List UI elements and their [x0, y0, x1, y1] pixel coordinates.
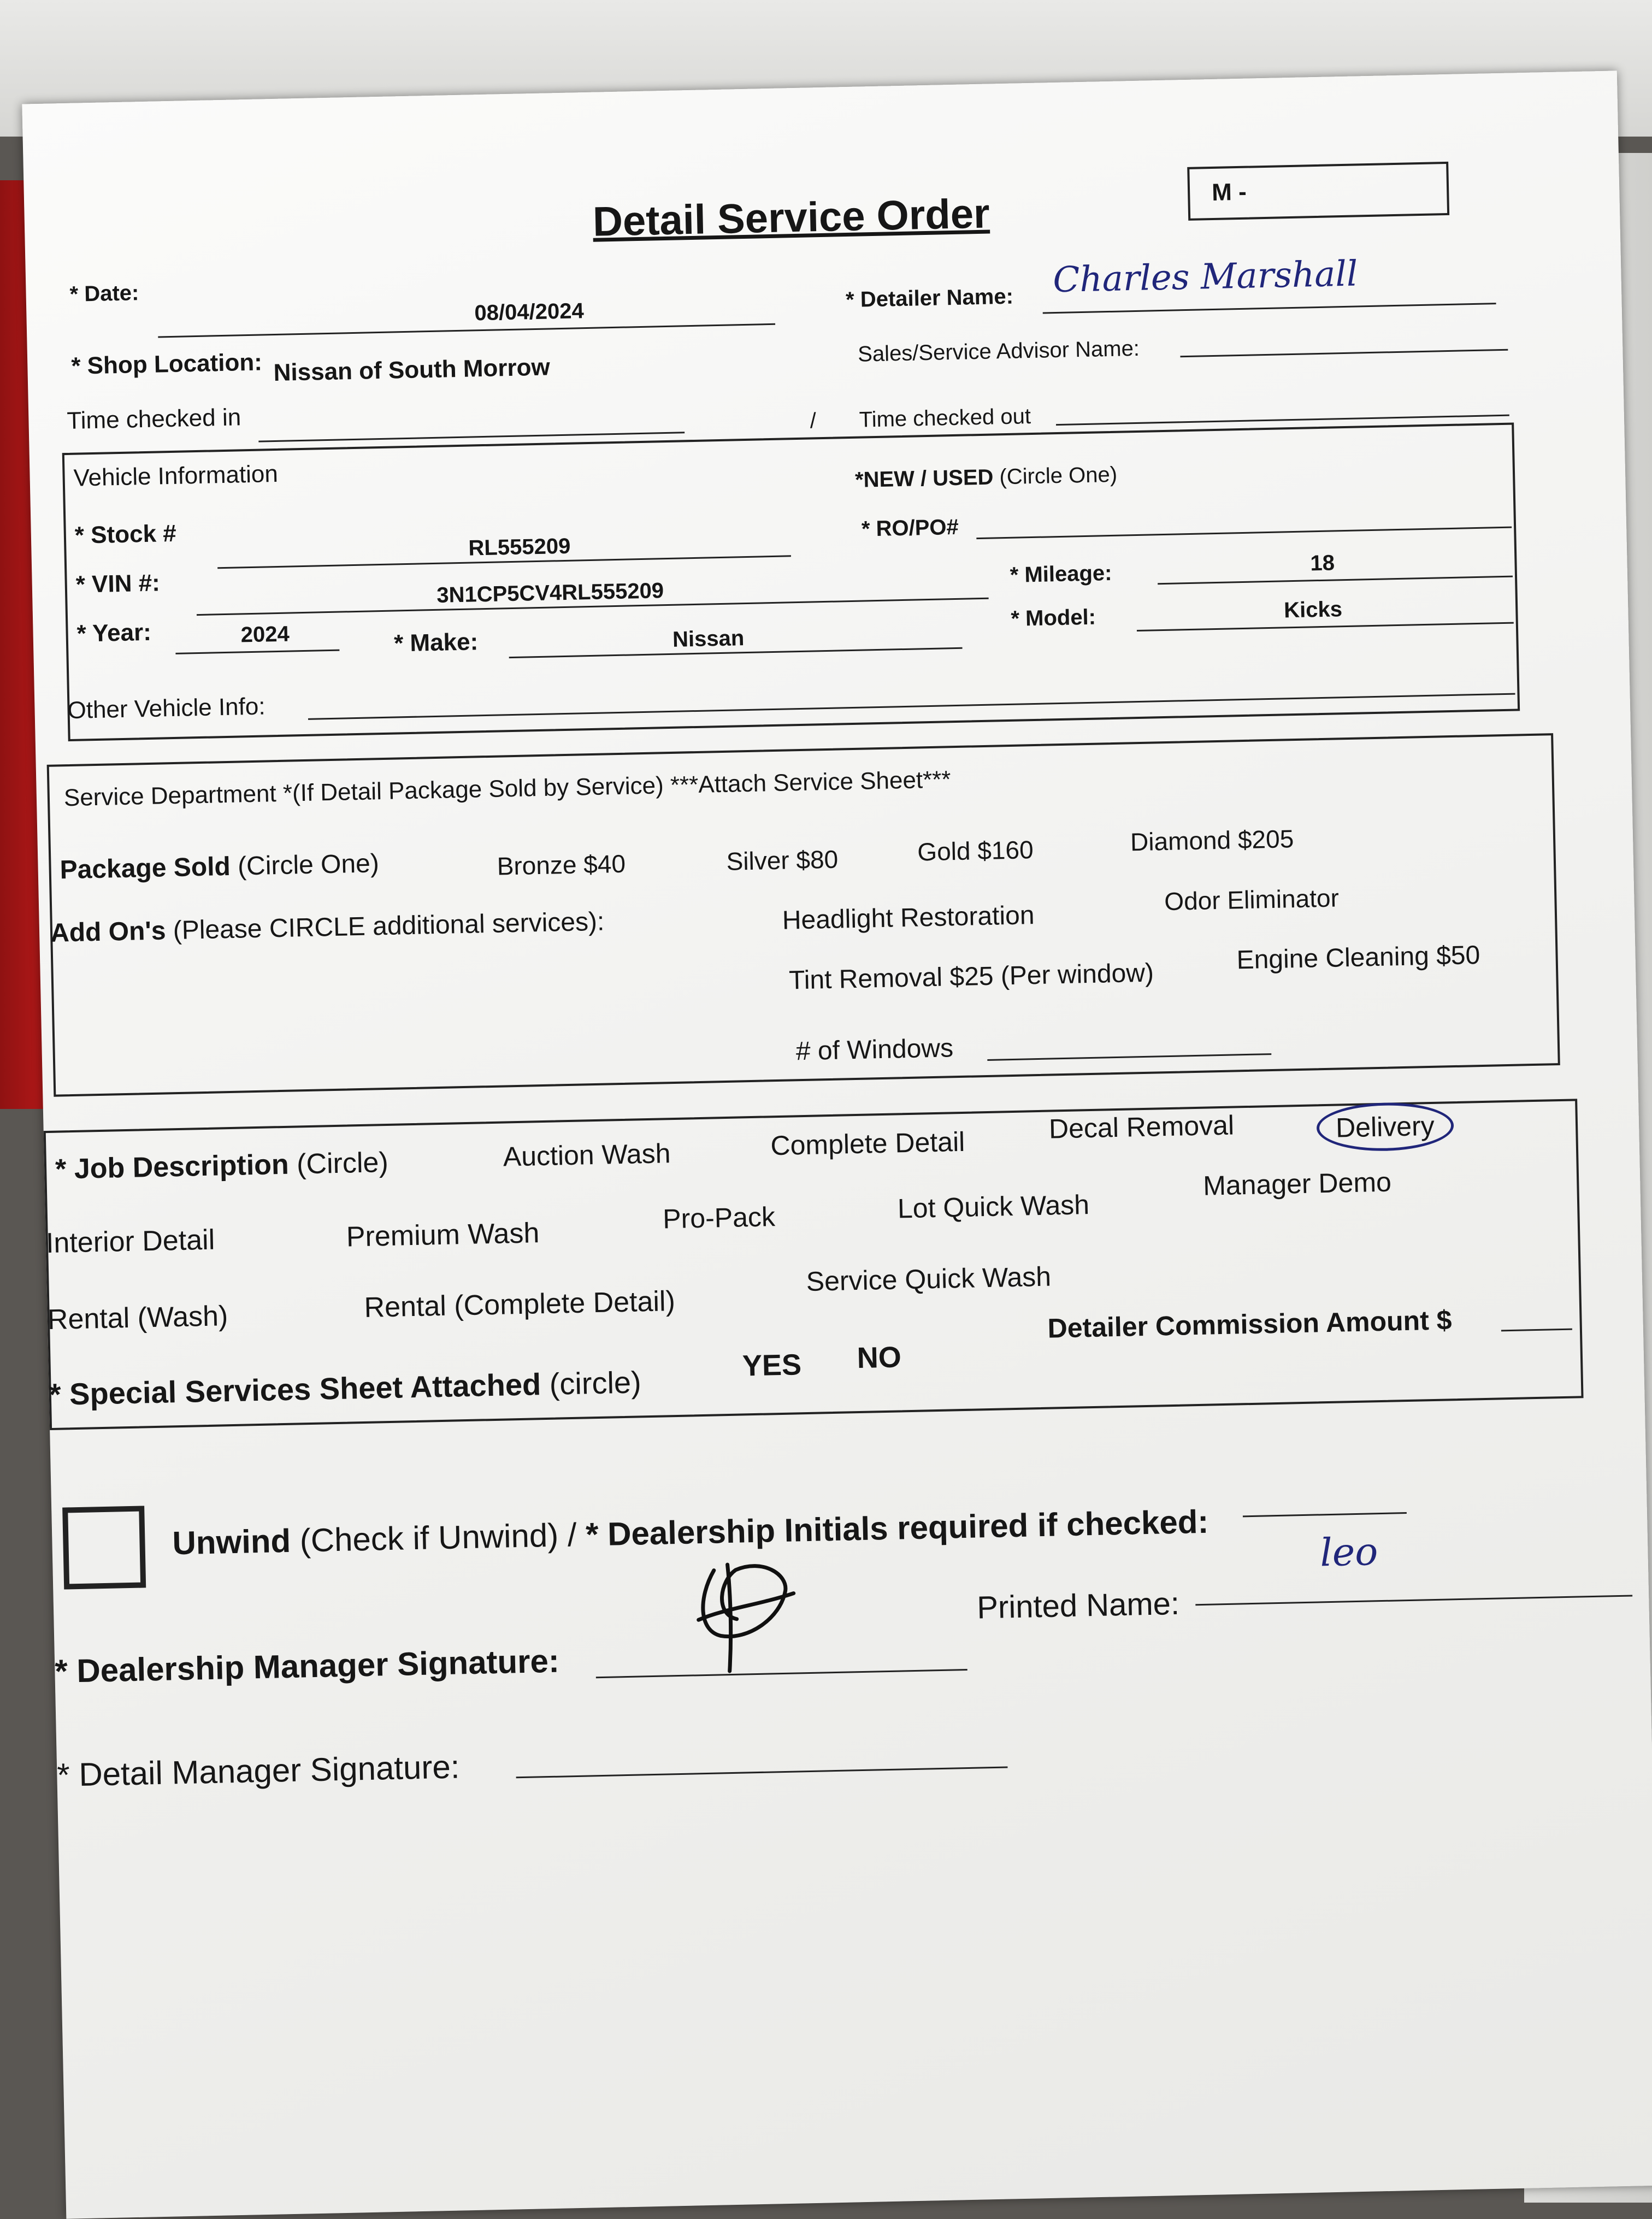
- detailer-name-label: * Detailer Name:: [845, 284, 1014, 312]
- package-gold[interactable]: Gold $160: [917, 835, 1034, 866]
- job-interior-detail[interactable]: Interior Detail: [45, 1224, 215, 1260]
- service-advisor-line: [1180, 349, 1508, 358]
- time-separator: /: [810, 409, 817, 433]
- make-label: * Make:: [393, 628, 479, 657]
- service-advisor-label: Sales/Service Advisor Name:: [857, 336, 1140, 367]
- job-manager-demo[interactable]: Manager Demo: [1202, 1166, 1392, 1201]
- package-bronze[interactable]: Bronze $40: [497, 849, 626, 881]
- package-sold-label: Package Sold (Circle One): [60, 849, 380, 885]
- addon-tint-removal[interactable]: Tint Removal $25 (Per window): [788, 958, 1154, 995]
- addon-headlight-restoration[interactable]: Headlight Restoration: [782, 901, 1035, 935]
- job-rental-wash[interactable]: Rental (Wash): [47, 1300, 228, 1336]
- commission-label: Detailer Commission Amount $: [1047, 1305, 1453, 1344]
- detail-signature-line: [516, 1766, 1008, 1778]
- job-auction-wash[interactable]: Auction Wash: [503, 1138, 671, 1172]
- ro-po-label: * RO/PO#: [861, 515, 959, 541]
- package-diamond[interactable]: Diamond $205: [1130, 824, 1294, 857]
- model-value[interactable]: Kicks: [1283, 597, 1343, 623]
- new-used-label: [855, 464, 1118, 491]
- detail-manager-signature-label: * Detail Manager Signature:: [56, 1748, 461, 1793]
- time-out-label: Time checked out: [859, 404, 1031, 432]
- new-used-note: (Circle One): [999, 462, 1118, 489]
- job-lot-quick-wash[interactable]: Lot Quick Wash: [897, 1189, 1090, 1224]
- order-number-prefix: M -: [1211, 178, 1247, 206]
- stock-value[interactable]: RL555209: [468, 534, 571, 560]
- new-used-options[interactable]: *NEW / USED: [854, 465, 994, 492]
- time-in-label: Time checked in: [66, 404, 241, 434]
- service-order-sheet: [22, 70, 1652, 2218]
- order-number-box[interactable]: [1187, 162, 1449, 221]
- job-delivery[interactable]: Delivery: [1316, 1101, 1454, 1152]
- make-value[interactable]: Nissan: [672, 626, 745, 652]
- date-label: * Date:: [69, 281, 139, 306]
- job-service-quick-wash[interactable]: Service Quick Wash: [806, 1261, 1052, 1297]
- package-silver[interactable]: Silver $80: [726, 845, 839, 876]
- printed-name-label: Printed Name:: [976, 1585, 1180, 1626]
- shop-location-label: * Shop Location:: [70, 349, 263, 380]
- stock-label: * Stock #: [74, 520, 177, 549]
- date-line: [158, 323, 775, 338]
- vin-value[interactable]: 3N1CP5CV4RL555209: [436, 579, 664, 607]
- other-info-label: Other Vehicle Info:: [67, 693, 266, 724]
- unwind-label: Unwind (Check if Unwind) / * Dealership Initials required if checked:: [172, 1503, 1210, 1562]
- job-description-label: * Job Description (Circle): [55, 1146, 389, 1185]
- year-value[interactable]: 2024: [240, 622, 290, 647]
- unwind-checkbox[interactable]: [62, 1506, 146, 1589]
- initials-line: [1243, 1512, 1407, 1517]
- shop-location-value[interactable]: Nissan of South Morrow: [273, 353, 551, 387]
- model-label: * Model:: [1010, 605, 1096, 631]
- mileage-value[interactable]: 18: [1309, 551, 1335, 576]
- service-department-heading: Service Department *(If Detail Package Sold by Service) ***Attach Service Sheet***: [63, 766, 951, 812]
- job-premium-wash[interactable]: Premium Wash: [346, 1217, 540, 1253]
- job-decal-removal[interactable]: Decal Removal: [1048, 1110, 1235, 1144]
- windows-count-label: # of Windows: [795, 1034, 954, 1066]
- detailer-name-value[interactable]: Charles Marshall: [1052, 253, 1359, 301]
- add-ons-label: Add On's (Please CIRCLE additional services):: [50, 907, 605, 948]
- special-no-option[interactable]: NO: [857, 1341, 902, 1375]
- printed-name-line: [1195, 1595, 1632, 1606]
- job-rental-complete-detail[interactable]: Rental (Complete Detail): [363, 1285, 676, 1324]
- date-value[interactable]: 08/04/2024: [474, 299, 585, 326]
- special-yes-option[interactable]: YES: [742, 1348, 802, 1383]
- vehicle-info-heading: Vehicle Information: [73, 460, 279, 492]
- dealership-manager-signature-label: * Dealership Manager Signature:: [54, 1642, 560, 1690]
- time-in-line: [258, 432, 685, 442]
- detailer-name-line: [1043, 303, 1496, 314]
- mileage-label: * Mileage:: [1010, 560, 1112, 587]
- addon-engine-cleaning[interactable]: Engine Cleaning $50: [1236, 941, 1480, 975]
- dealership-manager-signature: [675, 1553, 798, 1675]
- special-services-label: * Special Services Sheet Attached (circle): [49, 1365, 642, 1412]
- job-complete-detail[interactable]: Complete Detail: [770, 1126, 965, 1161]
- form-title: Detail Service Order: [592, 190, 990, 245]
- printed-name-value[interactable]: leo: [1319, 1529, 1379, 1575]
- addon-odor-eliminator[interactable]: Odor Eliminator: [1164, 883, 1340, 916]
- vehicle-info-box: [62, 423, 1520, 742]
- vin-label: * VIN #:: [75, 569, 161, 598]
- year-label: * Year:: [76, 618, 152, 647]
- job-pro-pack[interactable]: Pro-Pack: [662, 1201, 776, 1235]
